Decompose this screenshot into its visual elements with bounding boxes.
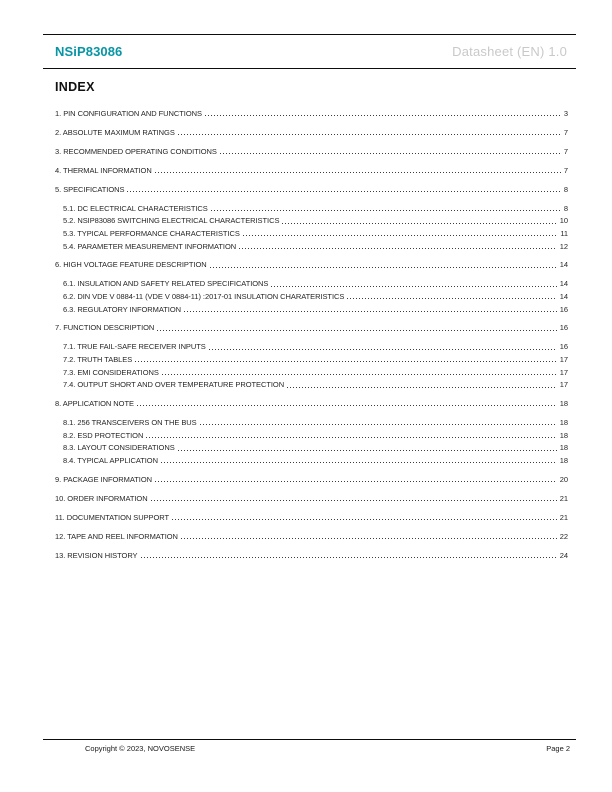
toc-entry-page: 22 — [559, 531, 568, 541]
toc-entry[interactable] — [55, 552, 568, 560]
toc-leader-dots — [347, 298, 556, 299]
toc-entry[interactable] — [63, 369, 568, 377]
toc-entry-page: 17 — [559, 380, 568, 390]
toc-entry[interactable] — [55, 533, 568, 541]
toc-entry-title: 5.3. TYPICAL PERFORMANCE CHARACTERISTICS — [63, 228, 240, 238]
toc-leader-dots — [151, 500, 557, 501]
toc-entry-page: 17 — [559, 354, 568, 364]
toc-leader-dots — [127, 191, 560, 192]
toc-entry-title: 3. RECOMMENDED OPERATING CONDITIONS — [55, 146, 217, 156]
toc-entry-page: 21 — [559, 493, 568, 503]
product-name: NSiP83086 — [55, 44, 123, 59]
toc-leader-dots — [282, 223, 556, 224]
toc-entry-page: 17 — [559, 367, 568, 377]
toc-entry-page: 16 — [559, 342, 568, 352]
toc-leader-dots — [287, 387, 557, 388]
toc-leader-dots — [239, 248, 557, 249]
toc-entry[interactable] — [63, 205, 568, 213]
toc-leader-dots — [184, 311, 557, 312]
toc-entry[interactable] — [55, 261, 568, 269]
toc-leader-dots — [155, 481, 557, 482]
toc-entry[interactable] — [55, 400, 568, 408]
toc-entry[interactable] — [63, 419, 568, 427]
toc-entry-page: 18 — [559, 430, 568, 440]
toc-leader-dots — [209, 349, 557, 350]
toc-entry-page: 10 — [559, 216, 568, 226]
footer-copyright: Copyright © 2023, NOVOSENSE — [85, 744, 196, 753]
toc-entry-page: 3 — [563, 108, 568, 118]
toc-entry-page: 20 — [559, 474, 568, 484]
toc-entry-page: 18 — [559, 398, 568, 408]
toc-leader-dots — [271, 286, 556, 287]
toc-entry[interactable] — [63, 293, 568, 301]
toc-entry-page: 12 — [559, 241, 568, 251]
toc-leader-dots — [205, 115, 561, 116]
toc-entry[interactable] — [63, 432, 568, 440]
toc-entry[interactable] — [63, 444, 568, 452]
toc-entry-page: 11 — [560, 228, 568, 238]
toc-entry-title: 8.1. 256 TRANSCEIVERS ON THE BUS — [63, 417, 197, 427]
toc-entry[interactable] — [55, 495, 568, 503]
toc-entry-title: 2. ABSOLUTE MAXIMUM RATINGS — [55, 127, 175, 137]
toc-entry-page: 8 — [563, 203, 568, 213]
toc-entry-page: 7 — [563, 165, 568, 175]
toc-leader-dots — [220, 153, 561, 154]
toc-entry[interactable] — [63, 457, 568, 465]
toc-leader-dots — [162, 374, 557, 375]
toc-entry[interactable] — [63, 343, 568, 351]
toc-leader-dots — [181, 538, 557, 539]
toc-entry-title: 8. APPLICATION NOTE — [55, 398, 134, 408]
toc-entry-title: 7.1. TRUE FAIL-SAFE RECEIVER INPUTS — [63, 342, 206, 352]
toc-entry-page: 16 — [559, 304, 568, 314]
toc-entry[interactable] — [63, 306, 568, 314]
toc-leader-dots — [157, 330, 556, 331]
toc-entry[interactable] — [63, 230, 568, 238]
toc-entry-page: 14 — [559, 291, 568, 301]
toc-entry-title: 5.2. NSIP83086 SWITCHING ELECTRICAL CHARACTERISTICS — [63, 216, 280, 226]
toc-entry-page: 16 — [559, 323, 568, 333]
toc-entry-title: 7.2. TRUTH TABLES — [63, 354, 133, 364]
toc-entry[interactable] — [63, 217, 568, 225]
toc-entry-title: 6.1. INSULATION AND SAFETY RELATED SPECIFICATIONS — [63, 279, 269, 289]
toc-leader-dots — [211, 210, 561, 211]
document-title: Datasheet (EN) 1.0 — [452, 44, 567, 59]
toc-entry-title: 4. THERMAL INFORMATION — [55, 165, 152, 175]
toc-entry-title: 8.4. TYPICAL APPLICATION — [63, 455, 158, 465]
toc-leader-dots — [210, 267, 557, 268]
toc-entry-title: 6. HIGH VOLTAGE FEATURE DESCRIPTION — [55, 260, 207, 270]
toc-leader-dots — [161, 462, 557, 463]
toc-entry-page: 18 — [559, 455, 568, 465]
toc-entry-title: 5.1. DC ELECTRICAL CHARACTERISTICS — [63, 203, 208, 213]
toc-entry[interactable] — [55, 514, 568, 522]
toc-leader-dots — [172, 519, 557, 520]
toc-entry-title: 8.3. LAYOUT CONSIDERATIONS — [63, 443, 175, 453]
toc-entry[interactable] — [55, 476, 568, 484]
toc-entry[interactable] — [55, 324, 568, 332]
toc-entry[interactable] — [55, 129, 568, 137]
toc-entry-page: 18 — [559, 417, 568, 427]
toc-leader-dots — [243, 235, 558, 236]
toc-entry-page: 14 — [559, 279, 568, 289]
toc-entry[interactable] — [55, 186, 568, 194]
toc-entry-page: 8 — [563, 184, 568, 194]
toc-entry-title: 13. REVISION HISTORY — [55, 550, 138, 560]
toc-entry[interactable] — [55, 110, 568, 118]
toc-entry-page: 24 — [559, 550, 568, 560]
footer-divider — [43, 739, 576, 740]
toc-leader-dots — [146, 437, 556, 438]
toc-leader-dots — [178, 450, 557, 451]
page-title: INDEX — [55, 80, 95, 94]
footer-page-number: Page 2 — [546, 744, 570, 753]
toc-entry-title: 9. PACKAGE INFORMATION — [55, 474, 152, 484]
toc-entry-title: 6.3. REGULATORY INFORMATION — [63, 304, 181, 314]
toc-entry-title: 5.4. PARAMETER MEASUREMENT INFORMATION — [63, 241, 237, 251]
toc-entry-title: 5. SPECIFICATIONS — [55, 184, 125, 194]
toc-entry[interactable] — [63, 243, 568, 251]
toc-entry-title: 6.2. DIN VDE V 0884-11 (VDE V 0884-11) :2017-01 INSULATION CHARATERISTICS — [63, 291, 345, 301]
toc-entry-title: 11. DOCUMENTATION SUPPORT — [55, 512, 170, 522]
toc-entry[interactable] — [55, 167, 568, 175]
toc-entry-title: 7. FUNCTION DESCRIPTION — [55, 323, 155, 333]
toc-entry-page: 14 — [559, 260, 568, 270]
toc-leader-dots — [178, 134, 561, 135]
toc-leader-dots — [135, 361, 557, 362]
toc-leader-dots — [137, 405, 557, 406]
toc-entry-page: 7 — [563, 146, 568, 156]
toc-entry-title: 7.3. EMI CONSIDERATIONS — [63, 367, 159, 377]
toc-leader-dots — [155, 172, 561, 173]
toc-entry-title: 1. PIN CONFIGURATION AND FUNCTIONS — [55, 108, 202, 118]
toc-entry-title: 8.2. ESD PROTECTION — [63, 430, 144, 440]
toc-leader-dots — [200, 424, 557, 425]
toc-entry[interactable] — [63, 356, 568, 364]
toc-entry-title: 12. TAPE AND REEL INFORMATION — [55, 531, 178, 541]
toc-entry[interactable] — [63, 280, 568, 288]
toc-entry-page: 7 — [563, 127, 568, 137]
toc-entry-title: 10. ORDER INFORMATION — [55, 493, 148, 503]
toc-entry[interactable] — [63, 381, 568, 389]
toc-entry-page: 21 — [559, 512, 568, 522]
page-header — [43, 34, 576, 69]
toc-entry-page: 18 — [559, 443, 568, 453]
table-of-contents — [55, 99, 568, 571]
toc-entry-title: 7.4. OUTPUT SHORT AND OVER TEMPERATURE PROTECTION — [63, 380, 285, 390]
toc-leader-dots — [141, 557, 557, 558]
toc-entry[interactable] — [55, 148, 568, 156]
